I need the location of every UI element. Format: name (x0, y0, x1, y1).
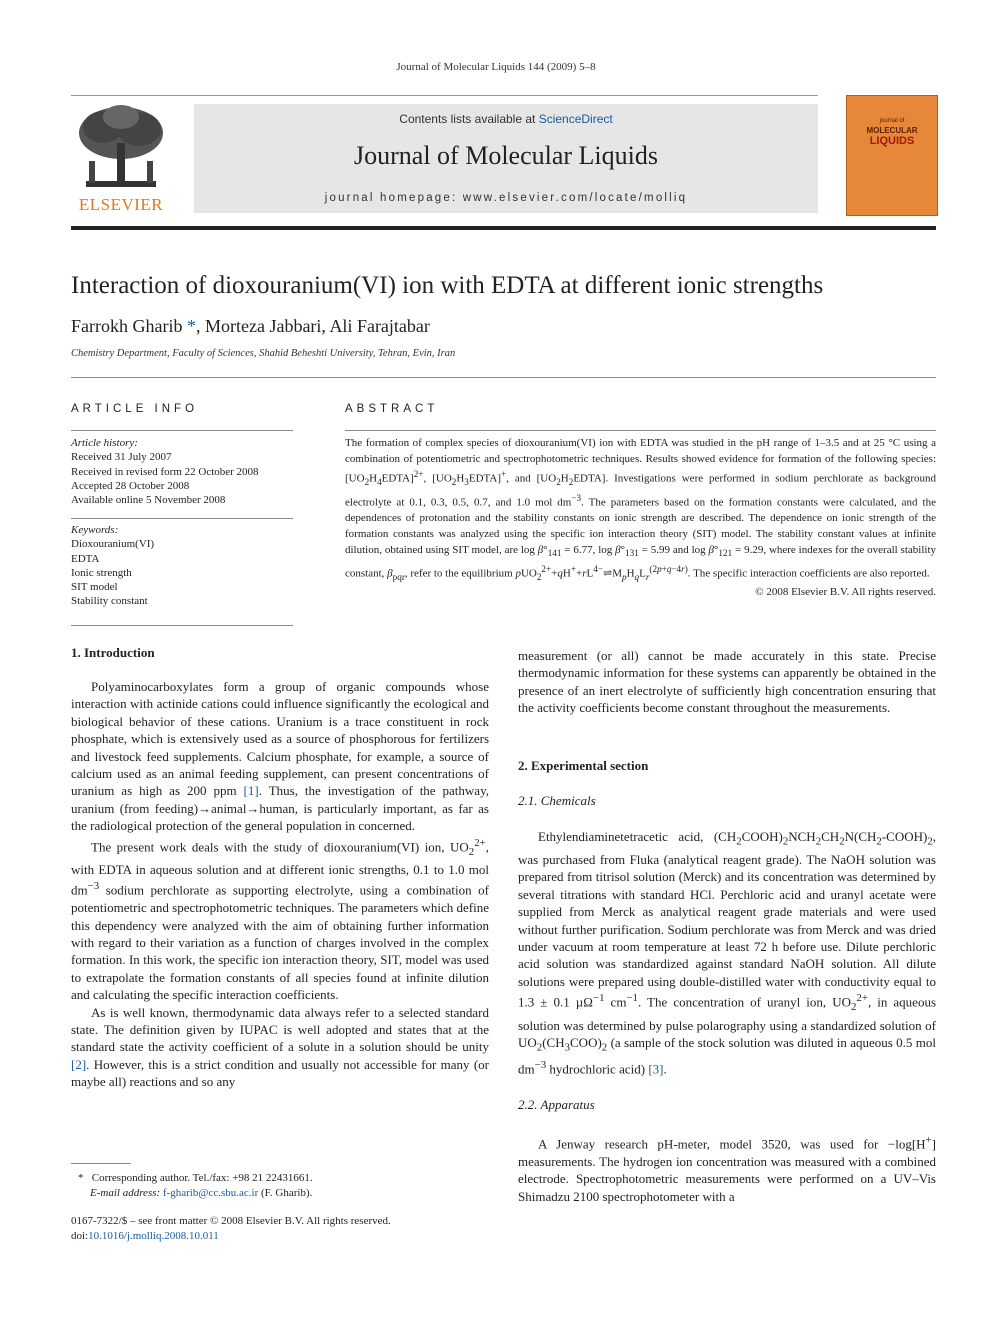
author-1: Farrokh Gharib (71, 316, 183, 336)
paragraph: Ethylendiaminetetracetic acid, $(CH_2COOH)_2NCH_2CH_2N(CH_2-COOH)_2$, was purchased from Fluka (analytical reagent grade). The NaOH solution was prepared from titrisol solution (Merck) and its concentration was determined by several titrations with standard HCl. Perchloric acid and uranyl acetate were supplied from Merck as analytical reagent grade materials and were used without further purification. Sodium perchlorate was from Merck and was dried under vacuum at room temperature at least 72 h before use. Dilute perchloric acid solution was standardized against standard NaOH solution. All dilute solutions were prepared using double-distilled water with conductivity equal to 1.3 ± 0.1 µΩ$^{-1}$ $cm^{-1}$. The concentration of uranyl ion, $UO_2^{2+}$, in aqueous solution was determined by pulse polarography using a standardized solution of $UO_2(CH_3COO)_2$ (a sample of the stock solution was diluted in aqueous 0.5 mol $dm^{-3}$ hydrochloric acid) [3]. (518, 829, 937, 1077)
abstract-text: = 9.29, where indexes for the overall stability constant, (345, 543, 936, 580)
history-label: Article history: (71, 437, 138, 449)
paragraph-text: As is well known, thermodynamic data always refer to a selected standard state. The definition given by IUPAC is well adopted and states that at the standard state the activity coefficient of a solute in a solution should be unity (71, 1004, 489, 1055)
contents-line (194, 112, 818, 126)
paragraph-text: A Jenway research pH-meter, model 3520, was used for −log[H (538, 1136, 926, 1152)
doi-label: doi: (71, 1230, 89, 1242)
paragraph-text: (CH (542, 1034, 565, 1050)
chemicals-body (518, 828, 936, 1078)
author-list (71, 316, 430, 337)
history-received: Received 31 July 2007 (71, 451, 172, 464)
paragraph-text: Polyaminocarboxylates form a group of organic compounds whose interaction with actinide cations could influence significantly the ecological and biological behavior of these cations. Uranium is a trace constituent in rock phosphate, which is extensively used as a source of phosphorous for fertilizers and livestock feed supplements. Calcium phosphate, for example, a source of calcium used as an animal feeding supplement, can present concentrations of uranium as high as 200 ppm (71, 679, 489, 799)
footnote (78, 1171, 488, 1201)
abstract-text: EDTA] (468, 473, 501, 486)
subsection-heading-apparatus: 2.2. Apparatus (518, 1097, 595, 1112)
email-link[interactable]: f-gharib@cc.sbu.ac.ir (162, 1187, 259, 1199)
keyword: Stability constant (71, 595, 148, 608)
title-rule (71, 377, 936, 378)
abstract-text: EDTA] (381, 473, 414, 486)
section-heading-experimental: 2. Experimental section (518, 758, 649, 773)
paragraph-text: hydrochloric acid) (546, 1061, 649, 1077)
abstract-text: The formation of complex species of dioxouranium(VI) ion with EDTA was studied in the pH range of 1–3.5 and at 25 °C using a combination of potentiometric and spectrophotometric techniques. Results showed evidence for formation of the following species: [UO (345, 437, 936, 486)
paragraph: The present work deals with the study of dioxouranium(VI) ion, $UO_2^{2+}$, with EDTA in aqueous solution and at different ionic strengths, 0.1 to 1.0 mol $dm^{-3}$ sodium perchlorate as supporting electrolyte, using a combination of potentiometric and spectrophotometric techniques. The parameters which define this dependency were analyzed with the aim of obtaining further information with regard to their variation as a function of charges involved in the complex formation. In this work, the specific ion interaction theory, SIT, model was used to extrapolate the formation constants of all species found at infinite dilution and calculating the specific interaction coefficients. (71, 836, 489, 1003)
journal-header-box (194, 104, 818, 213)
abstract-text: , [UO (423, 473, 452, 486)
keyword: SIT model (71, 581, 118, 594)
history-online: Available online 5 November 2008 (71, 494, 226, 507)
abstract-copyright: © 2008 Elsevier B.V. All rights reserved. (755, 586, 936, 599)
contents-prefix: Contents lists available at (399, 112, 539, 126)
elsevier-logo[interactable] (71, 103, 171, 215)
abstract-text: . The specific interaction coefficients are also reported. (687, 567, 930, 580)
journal-citation: Journal of Molecular Liquids 144 (2009) 5–8 (396, 61, 596, 73)
keyword: Ionic strength (71, 566, 132, 579)
article-title: Interaction of dioxouranium(VI) ion with EDTA at different ionic strengths (71, 272, 824, 299)
paragraph-text: NCH (788, 829, 816, 844)
intro-body (71, 678, 489, 1091)
keywords (71, 523, 293, 609)
paragraph-text: . The concentration of uranyl ion, UO (637, 994, 851, 1010)
paragraph-text: N(CH (844, 829, 877, 844)
history-revised: Received in revised form 22 October 2008 (71, 465, 259, 478)
issn-line: 0167-7322/$ – see front matter © 2008 Elsevier B.V. All rights reserved. (71, 1215, 391, 1227)
paragraph (71, 1004, 489, 1091)
abstract-text: EDTA]. Investigations were performed in sodium perchlorate as background electrolyte at 0.1, 0.3, 0.5, 0.7, and 1.0 mol dm (345, 473, 936, 509)
corresponding-author-note: Corresponding author. Tel./fax: +98 21 22431661. (91, 1172, 313, 1184)
doi-link[interactable]: 10.1016/j.molliq.2008.10.011 (88, 1230, 219, 1242)
paragraph-text: cm (604, 994, 627, 1010)
email-name: (F. Gharib). (258, 1187, 313, 1199)
paragraph-text: , was purchased from Fluka (analytical reagent grade). The NaOH solution was prepared from titrisol solution (Merck) and its concentration was determined by several titrations with standard HCl. Perchloric acid and uranyl acetate were supplied from Merck as analytical reagent grade materials and were used without further purification. Sodium perchlorate was from Merck and was dried under vacuum at room temperature at least 72 h before use. Dilute perchloric acid solution was standardized against standard NaOH solution. All dilute solutions were prepared using double-distilled water with conductivity equal to 1.3 ± 0.1 µΩ (518, 829, 936, 1010)
paragraph-text: sodium perchlorate as supporting electrolyte, using a combination of potentiometric and spectrophotometric techniques. The parameters which define this dependency were analyzed with the aim of obtaining further information with regard to their variation as a function of charges involved in the complex formation. In this work, the specific ion interaction theory, SIT, model was used to extrapolate the formation constants of all species found at infinite dilution and calculating the specific interaction coefficients. (71, 882, 489, 1003)
history-accepted: Accepted 28 October 2008 (71, 479, 190, 492)
paragraph-text: . (663, 1061, 667, 1077)
cover-subtitle: journal of (879, 118, 905, 124)
subsection-heading-chemicals: 2.1. Chemicals (518, 793, 596, 808)
abstract-heading: ABSTRACT (345, 403, 439, 415)
paragraph: A Jenway research pH-meter, model 3520, was used for −log[H+] measurements. The hydrogen ion concentration was measured with a combined electrode. Spectrophotometric measurements were performed on a UV–Vis Shimadzu 2100 spectrophotometer with a (518, 1134, 936, 1204)
paragraph-text: measurement (or all) cannot be made accurately in this state. Precise thermodynamic information for these systems can apparently be obtained in the presence of an inert electrolyte of sufficiently high concentration ensuring that the activity coefficients become constant throughout the measurements. (518, 648, 936, 716)
article-history (71, 436, 293, 507)
keywords-label: Keywords: (71, 524, 119, 536)
paragraph-text: Ethylendiaminetetracetic acid, (CH (538, 829, 737, 844)
cover-title-line-2: LIQUIDS (869, 135, 915, 147)
paragraph-text: CH (821, 829, 840, 844)
abstract-body: The formation of complex species of dioxouranium(VI) ion with EDTA was studied in the pH range of 1–3.5 and at 25 °C using a combination of potentiometric and spectrophotometric techniques. Results showed evidence for formation of the following species: $[UO_2H_4EDTA]^{2+}$, $[UO_2H_3EDTA]^+$, and $[UO_2H_2EDTA]$. Investigations were performed in sodium perchlorate as background electrolyte at 0.1, 0.3, 0.5, 0.7, and 1.0 mol $dm^{-3}$. The parameters based on the formation constants were calculated, and the dependences of protonation and the stability constants on ionic strength are described. The dependence on ionic strength of the formation constants was analyzed using the specific ion interaction theory (SIT) model. The stability constant values at infinite dilution, obtained using SIT model, are $\log \beta^\circ_{141} = 6.77$, $\log \beta^\circ_{131} = 5.99$ and $\log \beta^\circ_{121} = 9.29$, where indexes for the overall stability constant, $\beta_{pqr}$, refer to the equilibrium $pUO_2^{2+}+qH^++rL^{4-}\rightleftharpoons M_pH_qL_r^{(2p+q-4r)}$. The specific interaction coefficients are also reported. © 2008 Elsevier B.V. All rights reserved. (345, 436, 936, 601)
article-info-bottom-rule (71, 625, 293, 626)
reference-link[interactable]: [2] (71, 1056, 87, 1072)
footnote-mark: * (78, 1172, 84, 1184)
reference-link[interactable]: [1] (243, 783, 259, 799)
apparatus-body (518, 1132, 936, 1205)
header-bottom-rule (71, 226, 936, 230)
paragraph-text: COOH) (886, 829, 928, 844)
paragraph (71, 678, 489, 835)
paragraph-text: (a sample of the stock solution was diluted in aqueous 0.5 mol dm (518, 1034, 936, 1077)
paragraph-text: ] measurements. The hydrogen ion concentration was measured with a combined electrode. Spectrophotometric measurements were performed on a UV–Vis Shimadzu 2100 spectrophotometer with a (518, 1136, 936, 1204)
keyword: EDTA (71, 552, 100, 565)
cover-title-line-1: MOLECULAR (866, 126, 918, 135)
paragraph-text: COOH) (741, 829, 783, 844)
section-heading-introduction: 1. Introduction (71, 645, 155, 660)
article-info-rule (71, 430, 293, 431)
paragraph-text: . However, this is a strict condition and usually not accessible for many (or maybe all) reactions and so any (71, 1056, 489, 1090)
paragraph-text: , in aqueous solution was determined by pulse polarography using a standardized solution of UO (518, 994, 937, 1050)
abstract-text: , and [UO (506, 473, 557, 486)
abstract-rule (345, 430, 936, 431)
header-top-rule (71, 95, 818, 96)
journal-cover[interactable] (846, 95, 938, 216)
abstract-text: , refer to the equilibrium (404, 567, 516, 580)
abstract-text: = 5.99 and log (638, 543, 709, 556)
paragraph-text: , with EDTA in aqueous solution and at different ionic strengths, 0.1 to 1.0 mol dm (71, 838, 489, 898)
abstract-text: = 6.77, log (561, 543, 616, 556)
intro-continuation (518, 647, 936, 717)
journal-name: Journal of Molecular Liquids (354, 141, 658, 170)
paragraph-text: The present work deals with the study of dioxouranium(VI) ion, UO (91, 838, 469, 854)
corresponding-author-mark[interactable]: * (182, 316, 196, 336)
keyword: Dioxouranium(VI) (71, 538, 155, 551)
keywords-rule (71, 518, 293, 519)
footnote-rule (71, 1163, 131, 1164)
paragraph-text: . Thus, the investigation of the pathway, uranium (from feeding)→animal→human, is particularly important, as far as the radiological protection of the general population in concerned. (71, 783, 489, 834)
abstract-text: . The parameters based on the formation constants were calculated, and the dependences of protonation and the stability constants on ionic strength are described. The dependence on ionic strength of the formation constants was analyzed using the specific ion interaction theory (SIT) model. The stability constant values at infinite dilution, obtained using SIT model, are log (345, 496, 936, 556)
elsevier-wordmark: ELSEVIER (78, 195, 164, 214)
other-authors: , Morteza Jabbari, Ali Farajtabar (195, 316, 430, 336)
elsevier-tree-icon (71, 103, 171, 195)
affiliation: Chemistry Department, Faculty of Sciences, Shahid Beheshti University, Tehran, Evin, Iran (71, 348, 456, 359)
front-matter (71, 1214, 489, 1244)
paragraph-text: COO) (570, 1034, 602, 1050)
reference-link[interactable]: [3] (648, 1061, 664, 1077)
article-info-heading: ARTICLE INFO (71, 403, 199, 415)
journal-homepage[interactable]: journal homepage: www.elsevier.com/locate/molliq (324, 192, 688, 204)
sciencedirect-link[interactable]: ScienceDirect (538, 112, 613, 126)
email-label: E-mail address: (90, 1187, 163, 1199)
